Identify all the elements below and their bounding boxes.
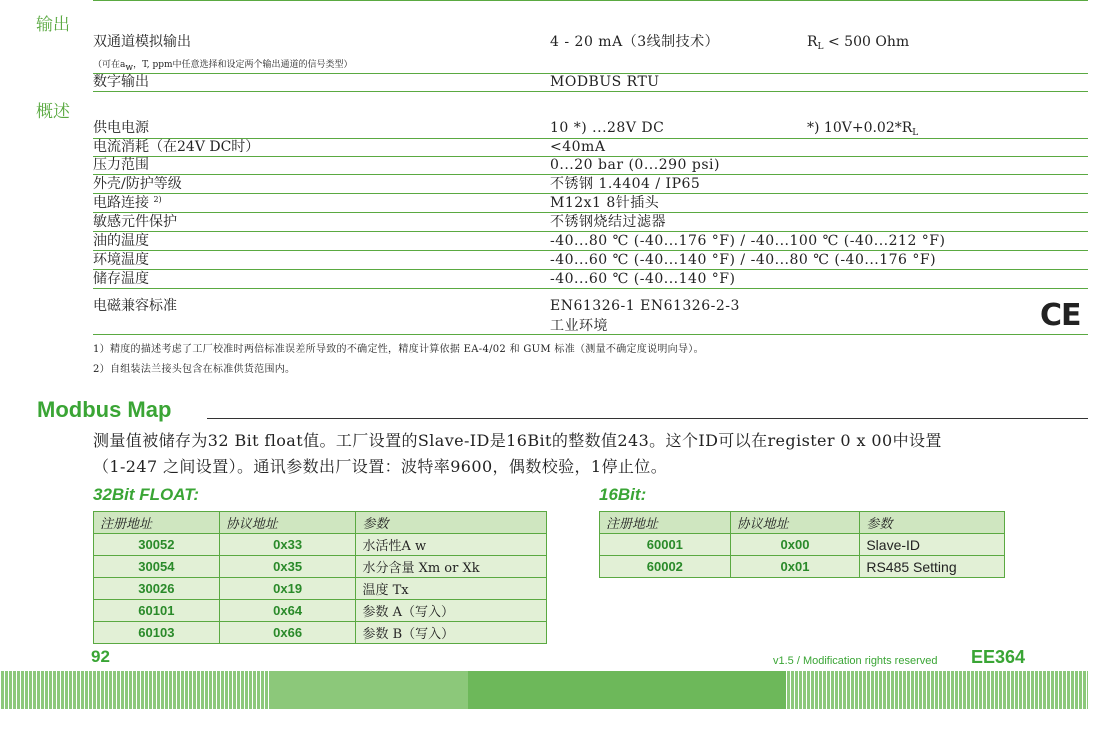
ce-mark: CE: [1040, 298, 1081, 333]
spec-row: [93, 139, 1088, 157]
spec-key: 外壳/防护等级: [93, 176, 182, 192]
register-address: 30054: [94, 556, 220, 578]
spec-row: [93, 176, 1088, 194]
register-address: 30052: [94, 534, 220, 556]
col-header: 注册地址: [94, 512, 220, 534]
spec-value: 4 - 20 mA（3线制技术）: [550, 34, 720, 50]
table-16bit: [599, 511, 1005, 578]
parameter: 水分含量 Xm or Xk: [356, 556, 547, 578]
footer-bar-light: [270, 671, 468, 709]
spec-key: 供电电源: [93, 120, 149, 136]
parameter: 参数 B（写入）: [356, 622, 547, 644]
spec-value: 10 *) ...28V DC: [550, 120, 665, 136]
spec-key: 压力范围: [93, 157, 149, 173]
col-header: 参数: [860, 512, 1005, 534]
spec-key: 电路连接 $^{2)}$: [93, 195, 162, 211]
footer-stripe-bar-left: [0, 671, 270, 709]
table-row: [94, 622, 547, 644]
table-row: [600, 534, 1005, 556]
heading-rule: [207, 418, 1088, 419]
footer-bar-mid: [468, 671, 786, 709]
spec-row: [93, 271, 1088, 289]
table-header-row: [94, 512, 547, 534]
spec-row: [93, 120, 1088, 139]
table-header-row: [600, 512, 1005, 534]
table-row: [94, 556, 547, 578]
modbus-paragraph-line-1: 测量值被储存为32 Bit float值。工厂设置的Slave-ID是16Bit的整数值243。这个ID可以在register 0 x 00中设置: [93, 431, 942, 450]
spec-row: [93, 233, 1088, 251]
spec-value: 不锈钢烧结过滤器: [550, 214, 666, 230]
spec-extra: *) $10V+0.02*R_L$: [807, 120, 919, 138]
spec-value: -40...60 ℃ (-40...140 °F) / -40...80 ℃ (-40...176 °F): [550, 252, 937, 268]
spec-key: 环境温度: [93, 252, 149, 268]
modbus-heading: Modbus Map: [37, 397, 172, 422]
table-row: [94, 600, 547, 622]
spec-key: 双通道模拟输出: [93, 34, 191, 50]
spec-row-analog-output: [93, 34, 1088, 51]
spec-key: 数字输出: [93, 74, 149, 90]
protocol-address: 0x01: [730, 556, 860, 578]
spec-key: 电流消耗（在24V DC时）: [93, 139, 260, 155]
spec-value: -40...60 ℃ (-40...140 °F): [550, 271, 736, 287]
parameter: Slave-ID: [860, 534, 1005, 556]
table-16bit-title: 16Bit:: [599, 485, 647, 504]
section-label-overview: 概述: [36, 102, 70, 122]
parameter: 温度 Tx: [356, 578, 547, 600]
spec-value: M12x1 8针插头: [550, 195, 660, 211]
protocol-address: 0x64: [219, 600, 356, 622]
version-note: v1.5 / Modification rights reserved: [773, 655, 938, 667]
footer-stripe-bar-right: [786, 671, 1088, 709]
col-header: 协议地址: [730, 512, 860, 534]
spec-value: -40...80 ℃ (-40...176 °F) / -40...100 ℃ (-40...212 °F): [550, 233, 946, 249]
parameter: 水活性A w: [356, 534, 547, 556]
spec-key: 油的温度: [93, 233, 149, 249]
table-32bit-title: 32Bit FLOAT:: [93, 485, 200, 504]
spec-key: 电磁兼容标准: [93, 298, 177, 314]
spec-row: [93, 214, 1088, 232]
analog-output-note: （可在aw，T, ppm中任意选择和设定两个输出通道的信号类型）: [93, 60, 353, 73]
section-label-output: 输出: [36, 15, 70, 35]
spec-value-2: 工业环境: [550, 318, 608, 334]
modbus-paragraph-line-2: （1-247 之间设置）。通讯参数出厂设置：波特率9600，偶数校验，1停止位。: [93, 457, 668, 476]
spec-row-digital-output: [93, 73, 1088, 92]
model-name: EE364: [971, 647, 1026, 667]
col-header: 参数: [356, 512, 547, 534]
parameter: RS485 Setting: [860, 556, 1005, 578]
spec-value: 0...20 bar (0...290 psi): [550, 157, 720, 173]
register-address: 60101: [94, 600, 220, 622]
protocol-address: 0x66: [219, 622, 356, 644]
protocol-address: 0x19: [219, 578, 356, 600]
parameter: 参数 A（写入）: [356, 600, 547, 622]
register-address: 60002: [600, 556, 731, 578]
spec-row: [93, 298, 1088, 335]
footnote-2: 2）自组装法兰接头包含在标准供货范围内。: [93, 364, 296, 375]
spec-value: 不锈钢 1.4404 / IP65: [550, 176, 701, 192]
spec-key: 储存温度: [93, 271, 149, 287]
register-address: 30026: [94, 578, 220, 600]
register-address: 60103: [94, 622, 220, 644]
spec-row: [93, 195, 1088, 213]
protocol-address: 0x35: [219, 556, 356, 578]
col-header: 协议地址: [219, 512, 356, 534]
table-32bit: [93, 511, 547, 644]
spec-row: [93, 157, 1088, 175]
col-header: 注册地址: [600, 512, 731, 534]
table-row: [94, 534, 547, 556]
spec-value: EN61326-1 EN61326-2-3: [550, 298, 740, 314]
spec-row: [93, 252, 1088, 270]
protocol-address: 0x00: [730, 534, 860, 556]
table-row: [94, 578, 547, 600]
page-number: 92: [91, 647, 110, 666]
spec-value: <40mA: [550, 139, 606, 155]
footnote-1: 1）精度的描述考虑了工厂校准时两倍标准误差所导致的不确定性，精度计算依据 EA-4/02 和 GUM 标准（测量不确定度说明向导）。: [93, 344, 704, 355]
register-address: 60001: [600, 534, 731, 556]
spec-value: MODBUS RTU: [550, 74, 660, 90]
spec-key: 敏感元件保护: [93, 214, 177, 230]
table-row: [600, 556, 1005, 578]
spec-extra: $R_L < 500$ Ohm: [807, 34, 910, 52]
top-rule: [93, 0, 1088, 1]
protocol-address: 0x33: [219, 534, 356, 556]
